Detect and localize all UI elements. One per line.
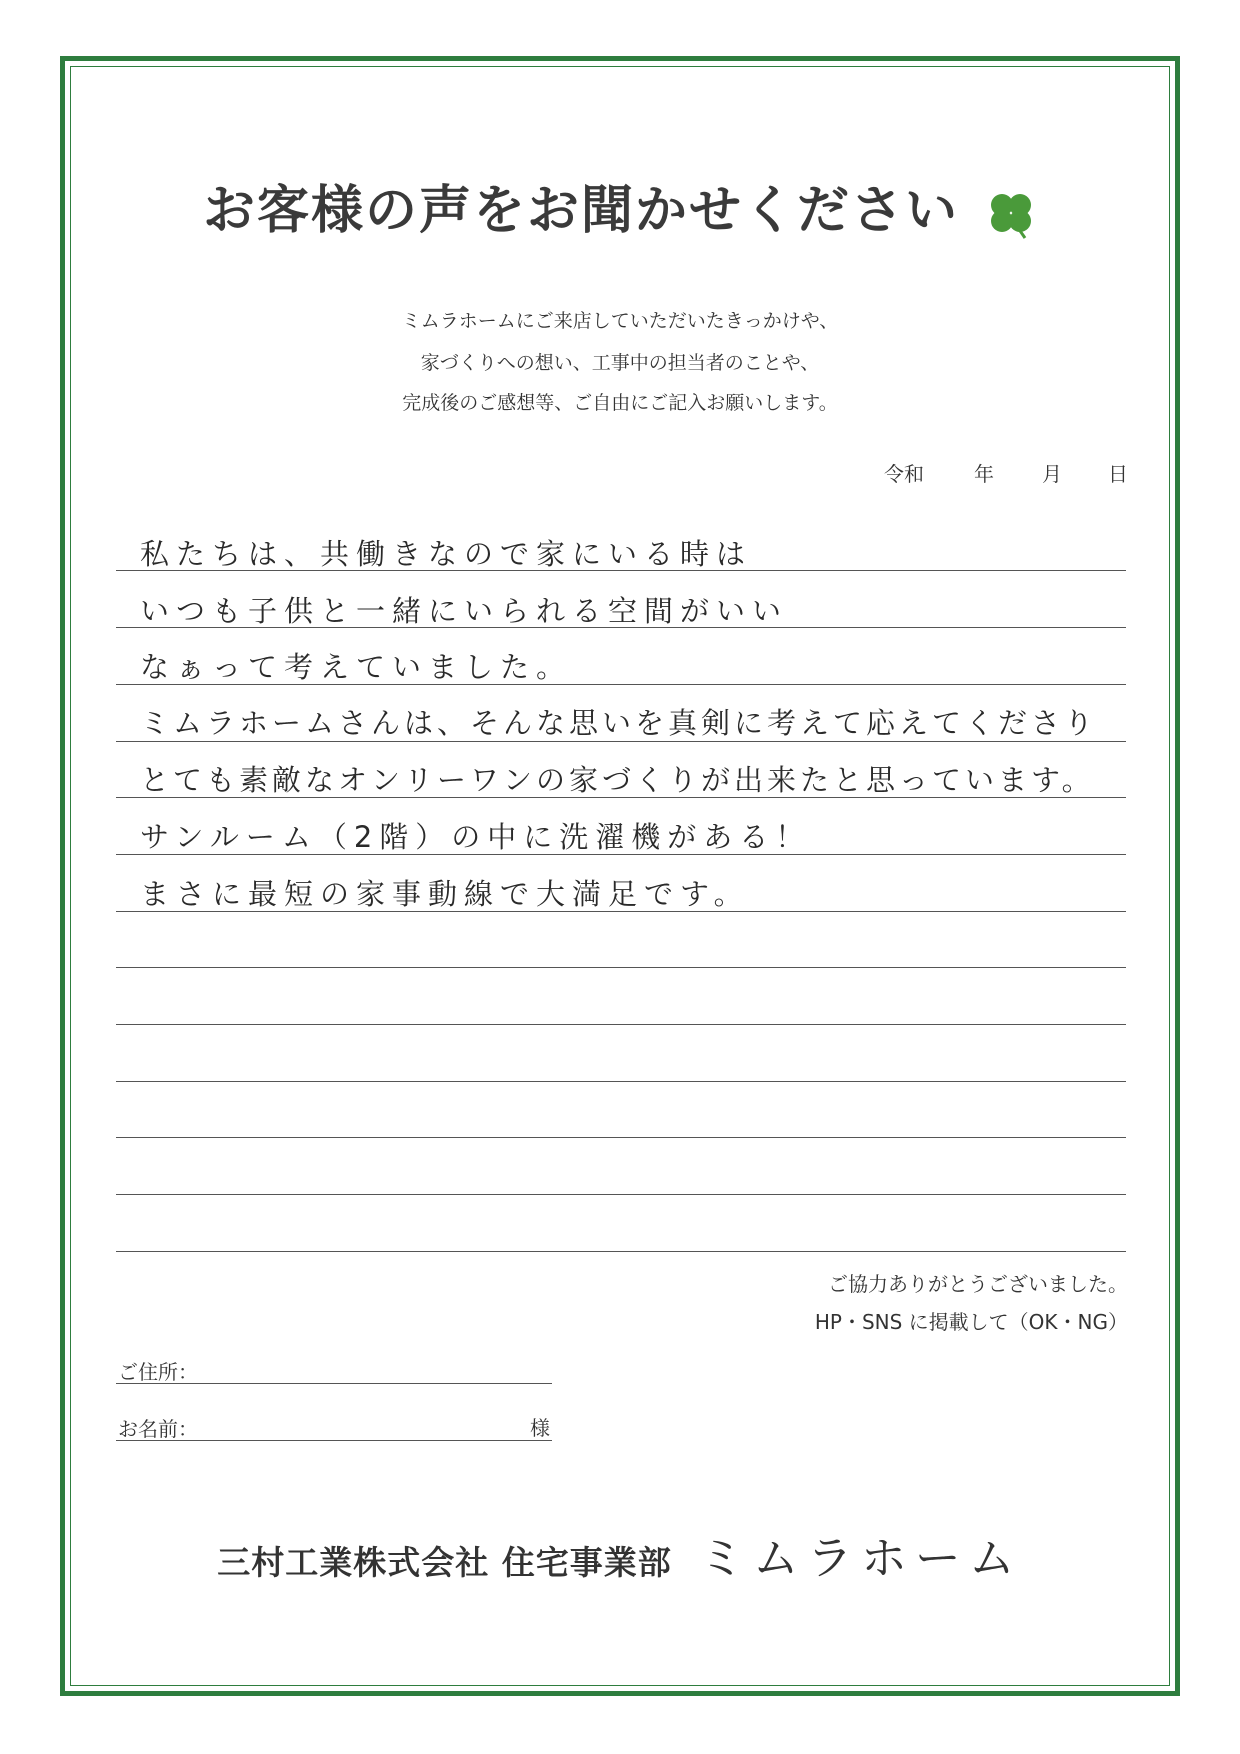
ruled-line: [116, 570, 1126, 571]
brand-logo: ミムラホーム: [698, 1531, 1023, 1585]
ruled-line: [116, 627, 1126, 628]
thanks-text: ご協力ありがとうございました。: [828, 1272, 1128, 1296]
intro-line-2: 家づくりへの想い、工事中の担当者のことや、: [420, 352, 820, 374]
sns-consent: HP・SNS に掲載して（OK・NG）: [814, 1310, 1128, 1334]
address-line: [116, 1383, 552, 1384]
ruled-line: [116, 854, 1126, 855]
intro-line-1: ミムラホームにご来店していただいたきっかけや、: [401, 310, 839, 332]
comment-line-1: 私たちは、共働きなので家にいる時は: [140, 537, 753, 571]
comment-line-3: なぁって考えていました。: [140, 650, 573, 684]
ruled-line: [116, 1251, 1126, 1252]
ruled-line: [116, 1024, 1126, 1025]
intro-line-3: 完成後のご感想等、ご自由にご記入お願いします。: [402, 392, 838, 414]
ruled-line: [116, 1137, 1126, 1138]
date-year: 年: [974, 462, 994, 486]
comment-line-6: サンルーム（2階）の中に洗濯機がある！: [140, 820, 812, 854]
name-line: [116, 1440, 552, 1441]
name-label: お名前：: [118, 1417, 198, 1441]
page-title-text: お客様の声をお聞かせください: [202, 181, 959, 241]
honorific: 様: [530, 1416, 550, 1440]
comment-line-7: まさに最短の家事動線で大満足です。: [140, 877, 750, 911]
address-label: ご住所：: [118, 1360, 198, 1384]
company-name: 三村工業株式会社 住宅事業部: [217, 1543, 672, 1582]
clover-icon: [985, 188, 1037, 240]
ruled-line: [116, 967, 1126, 968]
date-era: 令和: [884, 462, 924, 486]
ruled-line: [116, 911, 1126, 912]
comment-line-5: とても素敵なオンリーワンの家づくりが出来たと思っています。: [140, 763, 1095, 797]
date-day: 日: [1108, 462, 1128, 486]
footer: [0, 1522, 1240, 1588]
ruled-line: [116, 1194, 1126, 1195]
ruled-line: [116, 1081, 1126, 1082]
comment-line-4: ミムラホームさんは、そんな思いを真剣に考えて応えてくださり: [140, 706, 1098, 740]
comment-line-2: いつも子供と一緒にいられる空間がいい: [140, 594, 789, 628]
page-title: [0, 168, 1240, 243]
ruled-line: [116, 797, 1126, 798]
date-month: 月: [1042, 462, 1062, 486]
ruled-line: [116, 684, 1126, 685]
ruled-line: [116, 741, 1126, 742]
